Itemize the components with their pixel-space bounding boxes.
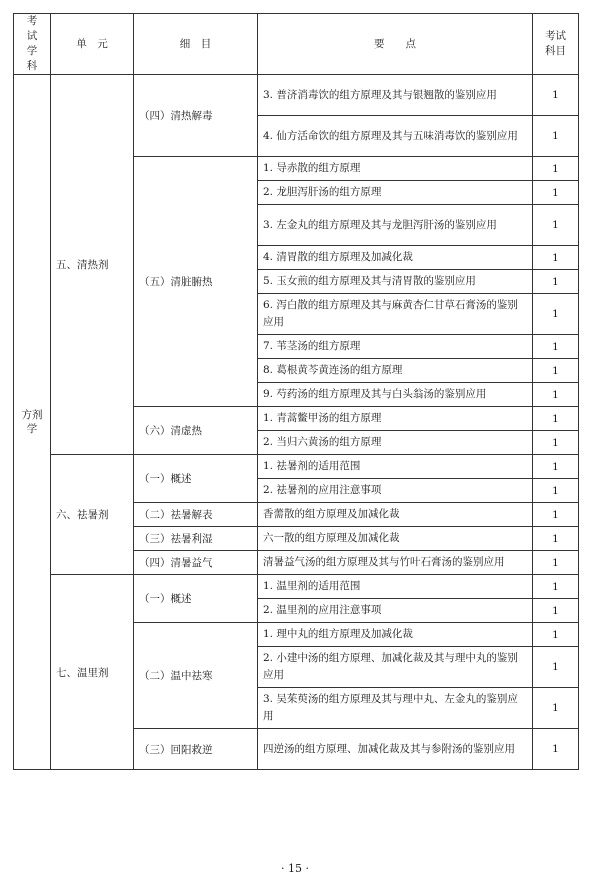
item-cell: （四）清热解毒 — [134, 75, 258, 157]
item-cell: （二）温中祛寒 — [134, 623, 258, 729]
score-cell: 1 — [533, 479, 579, 503]
score-cell: 1 — [533, 503, 579, 527]
point-cell: 9. 芍药汤的组方原理及其与白头翁汤的鉴别应用 — [258, 383, 533, 407]
point-cell: 2. 祛暑剂的应用注意事项 — [258, 479, 533, 503]
point-cell: 1. 温里剂的适用范围 — [258, 575, 533, 599]
score-cell: 1 — [533, 157, 579, 181]
point-cell: 1. 青蒿鳖甲汤的组方原理 — [258, 407, 533, 431]
item-cell: （二）祛暑解表 — [134, 503, 258, 527]
score-cell: 1 — [533, 205, 579, 246]
point-cell: 2. 小建中汤的组方原理、加减化裁及其与理中丸的鉴别应用 — [258, 647, 533, 688]
table-row — [14, 75, 579, 116]
point-cell: 8. 葛根黄芩黄连汤的组方原理 — [258, 359, 533, 383]
header-item: 细 目 — [134, 14, 258, 75]
score-cell: 1 — [533, 75, 579, 116]
point-cell: 香薷散的组方原理及加减化裁 — [258, 503, 533, 527]
point-cell: 六一散的组方原理及加减化裁 — [258, 527, 533, 551]
score-cell: 1 — [533, 623, 579, 647]
point-cell: 3. 吴茱萸汤的组方原理及其与理中丸、左金丸的鉴别应用 — [258, 688, 533, 729]
header-unit: 单 元 — [51, 14, 134, 75]
score-cell: 1 — [533, 527, 579, 551]
syllabus-table — [13, 13, 579, 770]
point-cell: 3. 左金丸的组方原理及其与龙胆泻肝汤的鉴别应用 — [258, 205, 533, 246]
point-cell: 3. 普济消毒饮的组方原理及其与银翘散的鉴别应用 — [258, 75, 533, 116]
score-cell: 1 — [533, 599, 579, 623]
point-cell: 2. 温里剂的应用注意事项 — [258, 599, 533, 623]
item-cell: （一）概述 — [134, 575, 258, 623]
table-row — [14, 455, 579, 479]
item-cell: （四）清暑益气 — [134, 551, 258, 575]
point-cell: 1. 理中丸的组方原理及加减化裁 — [258, 623, 533, 647]
table-row — [14, 575, 579, 599]
header-point: 要 点 — [258, 14, 533, 75]
score-cell: 1 — [533, 335, 579, 359]
subject-cell: 方剂学 — [14, 75, 51, 770]
item-cell: （三）祛暑利湿 — [134, 527, 258, 551]
point-cell: 5. 玉女煎的组方原理及其与清胃散的鉴别应用 — [258, 270, 533, 294]
score-cell: 1 — [533, 688, 579, 729]
point-cell: 四逆汤的组方原理、加减化裁及其与参附汤的鉴别应用 — [258, 729, 533, 770]
score-cell: 1 — [533, 181, 579, 205]
score-cell: 1 — [533, 455, 579, 479]
score-cell: 1 — [533, 431, 579, 455]
point-cell: 7. 苇茎汤的组方原理 — [258, 335, 533, 359]
unit-cell: 七、温里剂 — [51, 575, 134, 770]
point-cell: 清暑益气汤的组方原理及其与竹叶石膏汤的鉴别应用 — [258, 551, 533, 575]
item-cell: （五）清脏腑热 — [134, 157, 258, 407]
item-cell: （三）回阳救逆 — [134, 729, 258, 770]
score-cell: 1 — [533, 647, 579, 688]
point-cell: 6. 泻白散的组方原理及其与麻黄杏仁甘草石膏汤的鉴别应用 — [258, 294, 533, 335]
score-cell: 1 — [533, 359, 579, 383]
point-cell: 2. 当归六黄汤的组方原理 — [258, 431, 533, 455]
score-cell: 1 — [533, 551, 579, 575]
unit-cell: 五、清热剂 — [51, 75, 134, 455]
point-cell: 1. 导赤散的组方原理 — [258, 157, 533, 181]
score-cell: 1 — [533, 407, 579, 431]
point-cell: 2. 龙胆泻肝汤的组方原理 — [258, 181, 533, 205]
header-score: 考试科目 — [533, 14, 579, 75]
header-subject: 考试学科 — [14, 14, 51, 75]
score-cell: 1 — [533, 729, 579, 770]
point-cell: 4. 清胃散的组方原理及加减化裁 — [258, 246, 533, 270]
score-cell: 1 — [533, 116, 579, 157]
unit-cell: 六、祛暑剂 — [51, 455, 134, 575]
score-cell: 1 — [533, 575, 579, 599]
point-cell: 1. 祛暑剂的适用范围 — [258, 455, 533, 479]
item-cell: （一）概述 — [134, 455, 258, 503]
score-cell: 1 — [533, 294, 579, 335]
point-cell: 4. 仙方活命饮的组方原理及其与五味消毒饮的鉴别应用 — [258, 116, 533, 157]
item-cell: （六）清虚热 — [134, 407, 258, 455]
score-cell: 1 — [533, 383, 579, 407]
page-number: · 15 · — [281, 862, 309, 875]
header-row — [14, 14, 579, 75]
score-cell: 1 — [533, 246, 579, 270]
score-cell: 1 — [533, 270, 579, 294]
